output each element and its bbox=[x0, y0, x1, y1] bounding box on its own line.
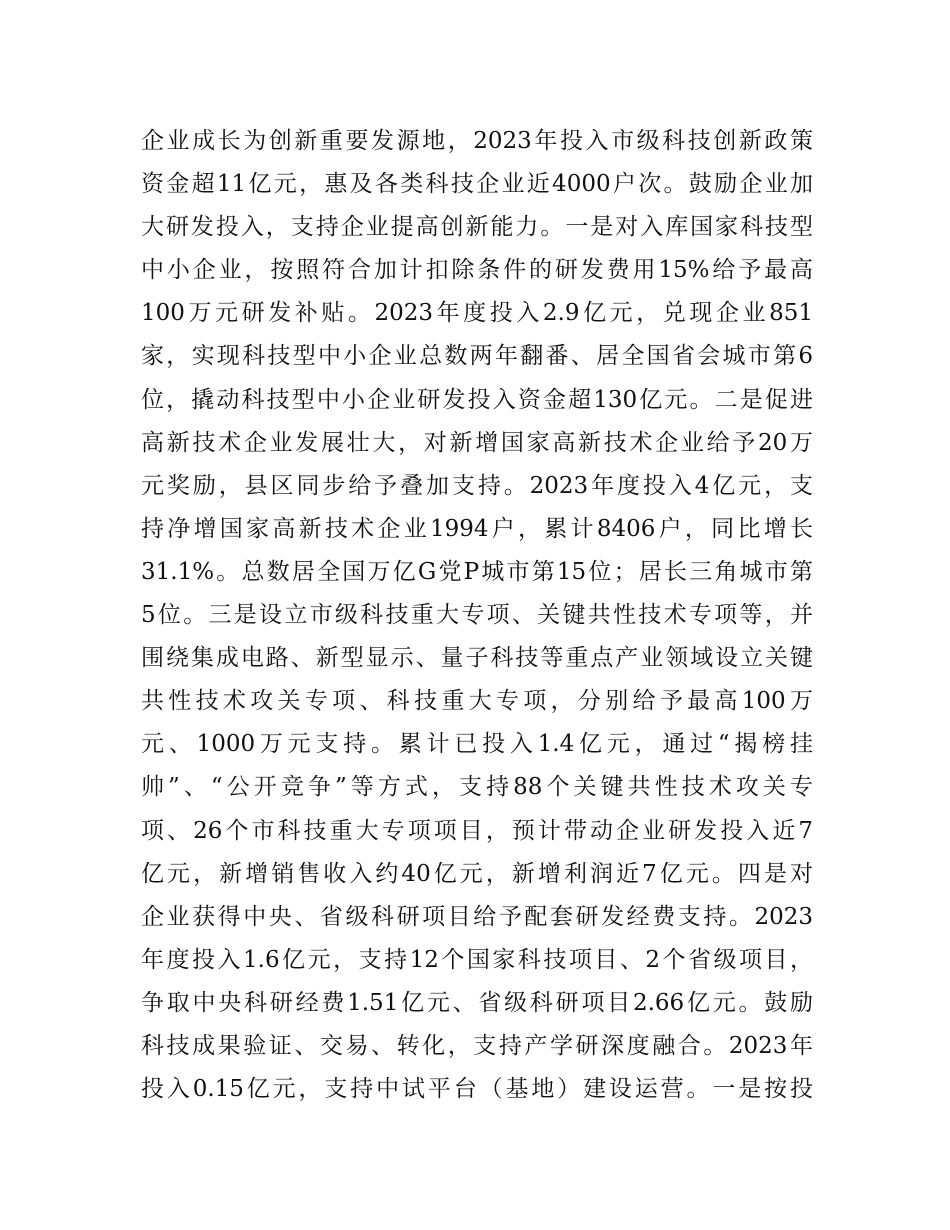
text-line: 亿元，新增销售收入约40亿元，新增利润近7亿元。四是对 bbox=[141, 860, 813, 887]
text-line: 年度投入1.6亿元，支持12个国家科技项目、2个省级项目， bbox=[141, 946, 813, 973]
text-line: 争取中央科研经费1.51亿元、省级科研项目2.66亿元。鼓励 bbox=[141, 989, 813, 1016]
text-line: 家，实现科技型中小企业总数两年翻番、居全国省会城市第6 bbox=[141, 343, 813, 370]
text-line: 100万元研发补贴。2023年度投入2.9亿元，兑现企业851 bbox=[141, 300, 813, 327]
text-line: 投入0.15亿元，支持中试平台（基地）建设运营。一是按投 bbox=[141, 1076, 813, 1103]
text-line: 持净增国家高新技术企业1994户，累计8406户，同比增长 bbox=[141, 515, 813, 542]
text-line: 元、1000万元支持。累计已投入1.4亿元，通过“揭榜挂 bbox=[141, 731, 813, 758]
text-line: 科技成果验证、交易、转化，支持产学研深度融合。2023年 bbox=[141, 1032, 813, 1059]
text-line: 帅”、“公开竞争”等方式，支持88个关键共性技术攻关专 bbox=[141, 774, 813, 801]
text-line: 资金超11亿元，惠及各类科技企业近4000户次。鼓励企业加 bbox=[141, 171, 813, 198]
text-line: 共性技术攻关专项、科技重大专项，分别给予最高100万 bbox=[141, 688, 813, 715]
text-line: 31.1%。总数居全国万亿G党P城市第15位；居长三角城市第 bbox=[141, 558, 813, 585]
text-line: 位，撬动科技型中小企业研发投入资金超130亿元。二是促进 bbox=[141, 386, 813, 413]
text-line: 企业获得中央、省级科研项目给予配套研发经费支持。2023 bbox=[141, 903, 813, 930]
text-line: 高新技术企业发展壮大，对新增国家高新技术企业给予20万 bbox=[141, 429, 813, 456]
text-line: 中小企业，按照符合加计扣除条件的研发费用15%给予最高 bbox=[141, 257, 813, 284]
text-line: 元奖励，县区同步给予叠加支持。2023年度投入4亿元，支 bbox=[141, 472, 813, 499]
text-line: 大研发投入，支持企业提高创新能力。一是对入库国家科技型 bbox=[141, 214, 813, 241]
text-line: 围绕集成电路、新型显示、量子科技等重点产业领域设立关键 bbox=[141, 645, 813, 672]
body-paragraph bbox=[141, 120, 813, 1111]
text-line: 企业成长为创新重要发源地，2023年投入市级科技创新政策 bbox=[141, 128, 813, 154]
text-line: 项、26个市科技重大专项项目，预计带动企业研发投入近7 bbox=[141, 817, 813, 844]
text-line: 5位。三是设立市级科技重大专项、关键共性技术专项等，并 bbox=[141, 602, 813, 629]
